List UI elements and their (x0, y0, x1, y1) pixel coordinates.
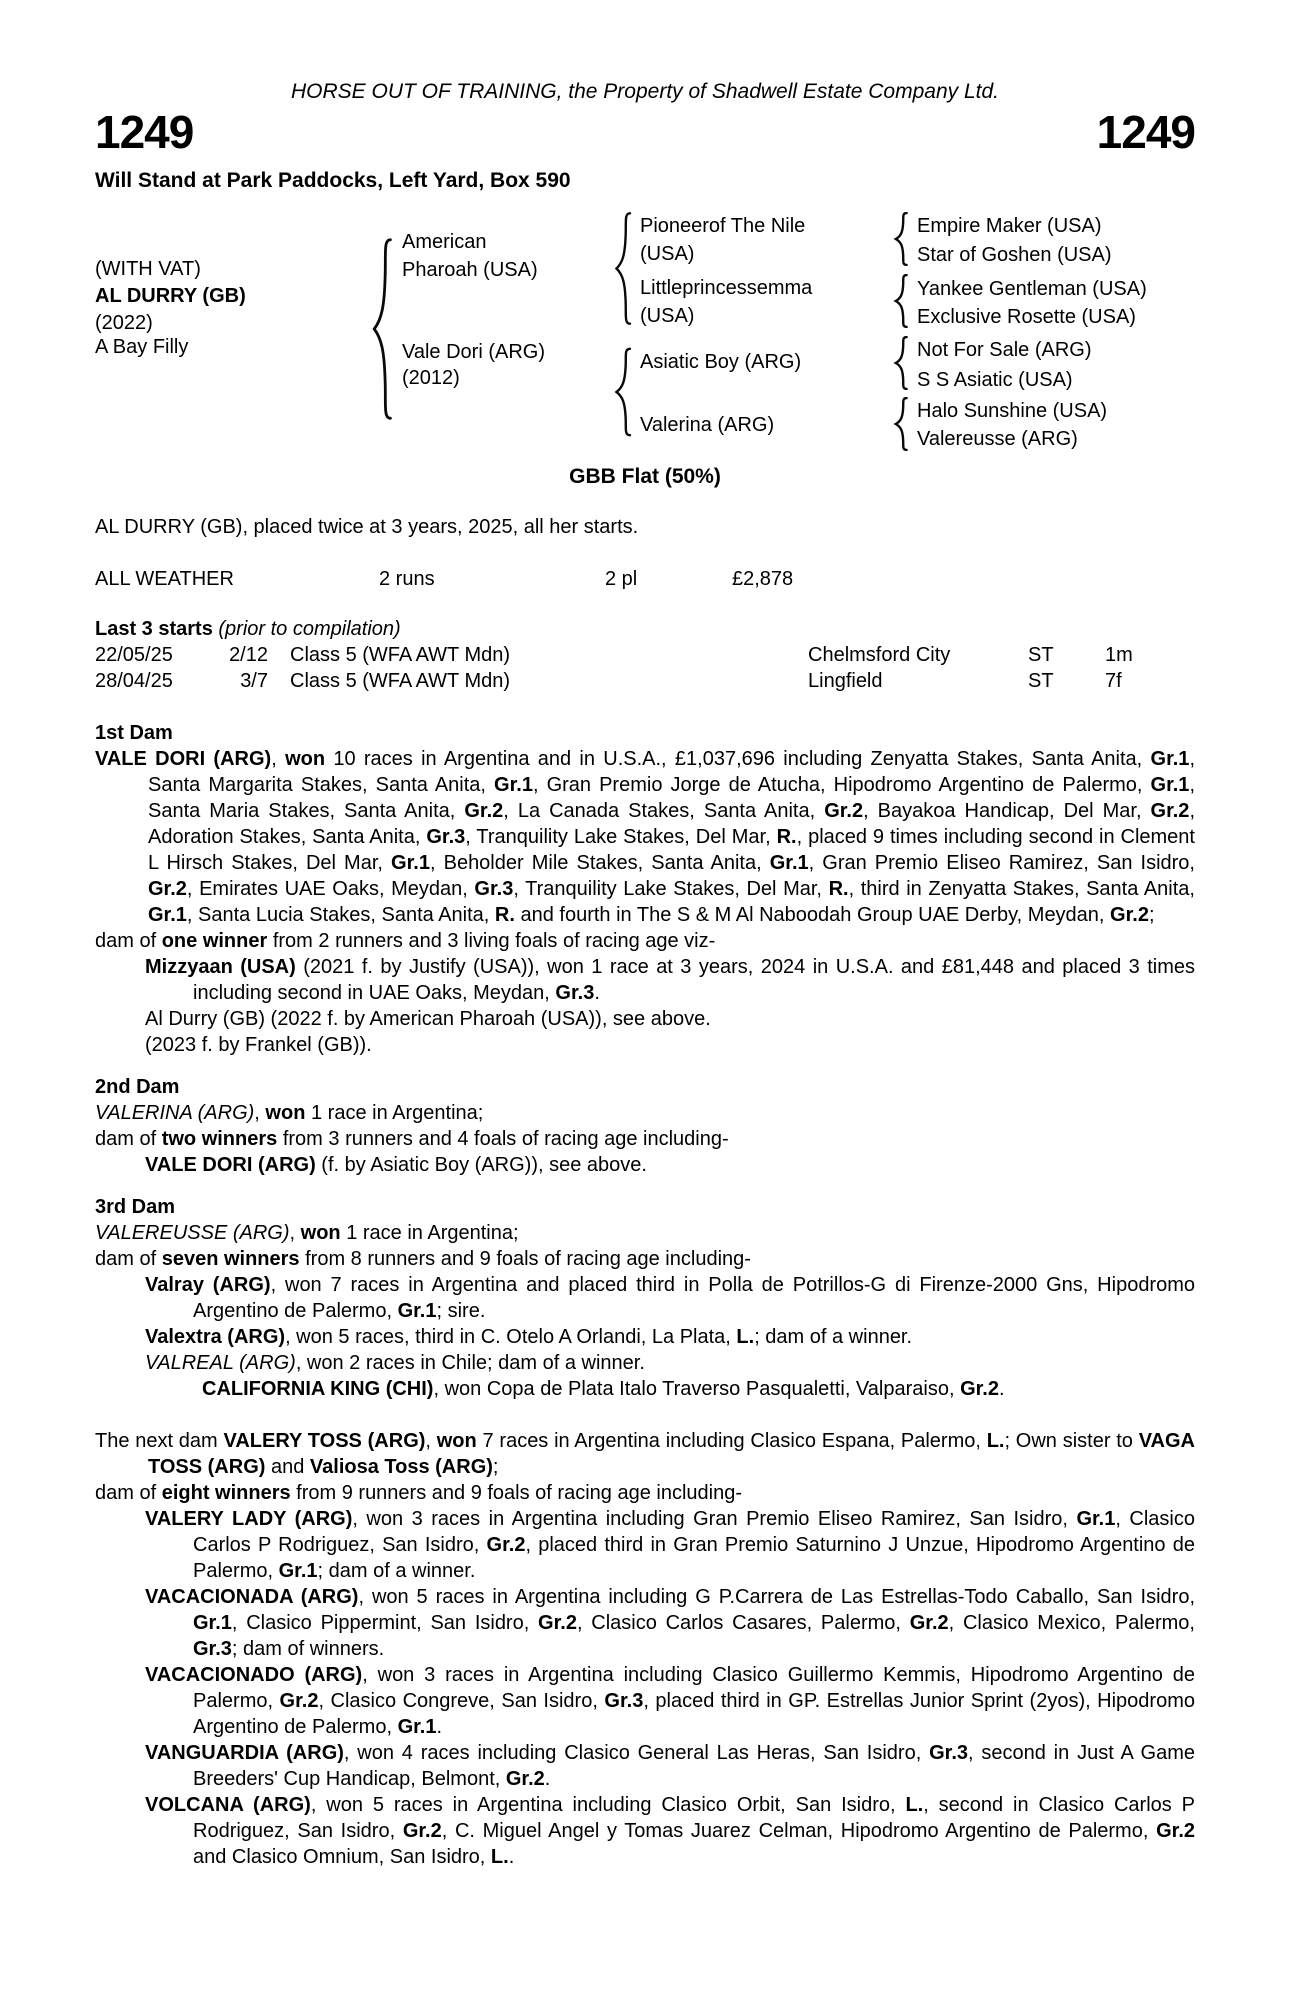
pedigree-sire-line1: American (402, 231, 487, 253)
last-starts-subtitle: (prior to compilation) (212, 618, 401, 640)
stats-runs: 2 runs (379, 568, 435, 590)
pedigree-brace-icon (893, 212, 909, 266)
stats-surface: ALL WEATHER (95, 568, 234, 590)
start-going: ST (1028, 670, 1054, 692)
lot-number-right: 1249 (1096, 106, 1195, 158)
start-distance: 7f (1105, 670, 1122, 692)
lot-number-row (95, 108, 1195, 156)
table-row (95, 642, 1195, 668)
pedigree-sire-dam-line2: (USA) (640, 305, 695, 327)
pedigree-dam-line1: Vale Dori (ARG) (402, 341, 545, 363)
table-row (95, 668, 1195, 694)
pedigree-table (95, 206, 1195, 454)
pedigree-colour-sex: A Bay Filly (95, 336, 189, 358)
pedigree-foaling-year: (2022) (95, 312, 153, 334)
start-date: 22/05/25 (95, 644, 173, 666)
header-note: HORSE OUT OF TRAINING, the Property of Shadwell Estate Company Ltd. (290, 80, 1000, 103)
pedigree-brace-icon (893, 274, 909, 328)
offspring-paragraph: (2023 f. by Frankel (GB)). (145, 1034, 372, 1056)
pedigree-horse-name: AL DURRY (GB) (95, 285, 246, 307)
section-heading-1st-dam: 1st Dam (95, 722, 173, 744)
start-track: Chelmsford City (808, 644, 951, 666)
last-starts-title: Last 3 starts (95, 618, 213, 640)
offspring-paragraph: Valextra (ARG), won 5 races, third in C. Otelo A Orlandi, La Plata, L.; dam of a winner. (145, 1326, 913, 1348)
pedigree-ancestor: Halo Sunshine (USA) (917, 400, 1108, 422)
offspring-paragraph: VOLCANA (ARG), won 5 races in Argentina including Clasico Orbit, San Isidro, L., second in Clasico Carlos P Rodriguez, San Isidro, Gr.2, C. Miguel Angel y Tomas Juarez Celman, Hipodromo Argentino de Palermo, Gr.2 and Clasico Omnium, San Isidro, L.. (145, 1794, 1196, 1868)
pedigree-vat-note: (WITH VAT) (95, 258, 201, 280)
produce-summary-paragraph: dam of two winners from 3 runners and 4 foals of racing age including- (95, 1128, 729, 1150)
pedigree-ancestor: Empire Maker (USA) (917, 215, 1102, 237)
start-going: ST (1028, 644, 1054, 666)
stand-location: Will Stand at Park Paddocks, Left Yard, Box 590 (95, 169, 571, 192)
pedigree-brace-icon (613, 211, 633, 326)
offspring-paragraph: VACACIONADO (ARG), won 3 races in Argentina including Clasico Guillermo Kemmis, Hipodromo Argentino de Palermo, Gr.2, Clasico Congreve, San Isidro, Gr.3, placed third in GP. Estrellas Junior Sprint (2yos), Hipodromo Argentino de Palermo, Gr.1. (145, 1664, 1196, 1738)
section-heading-3rd-dam: 3rd Dam (95, 1196, 176, 1218)
start-distance: 1m (1105, 644, 1133, 666)
pedigree-ancestor: S S Asiatic (USA) (917, 369, 1073, 391)
offspring-paragraph: VANGUARDIA (ARG), won 4 races including Clasico General Las Heras, San Isidro, Gr.3, second in Just A Game Breeders' Cup Handicap, Belmont, Gr.2. (145, 1742, 1195, 1790)
lot-number-left: 1249 (95, 106, 194, 158)
offspring-paragraph: VALERY LADY (ARG), won 3 races in Argentina including Gran Premio Eliseo Ramirez, San Isidro, Gr.1, Clasico Carlos P Rodriguez, San Isidro, Gr.2, placed third in Gran Premio Saturnino J Unzue, Hipodromo Argentino de Palermo, Gr.1; dam of a winner. (145, 1508, 1196, 1582)
pedigree-ancestor: Star of Goshen (USA) (917, 244, 1112, 266)
pedigree-ancestor: Not For Sale (ARG) (917, 339, 1092, 361)
premium-scheme: GBB Flat (50%) (569, 465, 721, 488)
pedigree-sire-line2: Pharoah (USA) (402, 259, 538, 281)
pedigree-ancestor: Exclusive Rosette (USA) (917, 306, 1136, 328)
offspring-paragraph: VALE DORI (ARG) (f. by Asiatic Boy (ARG)), see above. (145, 1154, 647, 1176)
produce-summary-paragraph: dam of eight winners from 9 runners and 9 foals of racing age including- (95, 1482, 742, 1504)
pedigree-sire-sire-line2: (USA) (640, 243, 695, 265)
start-position: 2/12 (229, 644, 268, 666)
pedigree-sire-dam-line1: Littleprincessemma (640, 277, 813, 299)
offspring-paragraph: VACACIONADA (ARG), won 5 races in Argentina including G P.Carrera de Las Estrellas-Todo Caballo, San Isidro, Gr.1, Clasico Pippermint, San Isidro, Gr.2, Clasico Carlos Casares, Palermo, Gr.2, Clasico Mexico, Palermo, Gr.3; dam of winners. (145, 1586, 1196, 1660)
race-summary: AL DURRY (GB), placed twice at 3 years, 2025, all her starts. (95, 516, 639, 538)
pedigree-dam-dam: Valerina (ARG) (640, 414, 775, 436)
dam-race-record-paragraph: VALERINA (ARG), won 1 race in Argentina; (95, 1102, 484, 1124)
offspring-paragraph: CALIFORNIA KING (CHI), won Copa de Plata Italo Traverso Pasqualetti, Valparaiso, Gr.2. (202, 1378, 1005, 1400)
pedigree-dam-sire: Asiatic Boy (ARG) (640, 351, 802, 373)
pedigree-brace-icon (893, 397, 909, 451)
dam-race-record-paragraph: VALEREUSSE (ARG), won 1 race in Argentina; (95, 1222, 519, 1244)
dam-race-record-paragraph: VALE DORI (ARG), won 10 races in Argentina and in U.S.A., £1,037,696 including Zenyatta Stakes, Santa Anita, Gr.1, Santa Margarita Stakes, Santa Anita, Gr.1, Gran Premio Jorge de Atucha, Hipodromo Argentino de Palermo, Gr.1, Santa Maria Stakes, Santa Anita, Gr.2, La Canada Stakes, Santa Anita, Gr.2, Bayakoa Handicap, Del Mar, Gr.2, Adoration Stakes, Santa Anita, Gr.3, Tranquility Lake Stakes, Del Mar, R., placed 9 times including second in Clement L Hirsch Stakes, Del Mar, Gr.1, Beholder Mile Stakes, Santa Anita, Gr.1, Gran Premio Eliseo Ramirez, San Isidro, Gr.2, Emirates UAE Oaks, Meydan, Gr.3, Tranquility Lake Stakes, Del Mar, R., third in Zenyatta Stakes, Santa Anita, Gr.1, Santa Lucia Stakes, Santa Anita, R. and fourth in The S & M Al Naboodah Group UAE Derby, Meydan, Gr.2; (95, 748, 1195, 926)
produce-summary-paragraph: dam of seven winners from 8 runners and 9 foals of racing age including- (95, 1248, 751, 1270)
pedigree-brace-icon (613, 347, 633, 437)
page-content (95, 0, 1195, 1870)
pedigree-dam-line2: (2012) (402, 367, 460, 389)
offspring-paragraph: VALREAL (ARG), won 2 races in Chile; dam of a winner. (145, 1352, 645, 1374)
stats-places: 2 pl (605, 568, 638, 590)
start-race: Class 5 (WFA AWT Mdn) (290, 644, 511, 666)
start-track: Lingfield (808, 670, 883, 692)
next-dam-paragraph: The next dam VALERY TOSS (ARG), won 7 races in Argentina including Clasico Espana, Palermo, L.; Own sister to VAGA TOSS (ARG) and Valiosa Toss (ARG); (95, 1430, 1196, 1478)
last-starts-heading (95, 616, 1195, 642)
start-race: Class 5 (WFA AWT Mdn) (290, 670, 511, 692)
section-heading-2nd-dam: 2nd Dam (95, 1076, 180, 1098)
pedigree-ancestor: Valereusse (ARG) (917, 428, 1078, 450)
start-date: 28/04/25 (95, 670, 173, 692)
pedigree-ancestor: Yankee Gentleman (USA) (917, 278, 1147, 300)
pedigree-brace-icon (370, 236, 394, 422)
offspring-paragraph: Valray (ARG), won 7 races in Argentina and placed third in Polla de Potrillos-G di Firenze-2000 Gns, Hipodromo Argentino de Palermo, Gr.1; sire. (145, 1274, 1196, 1322)
race-stats-row (95, 566, 1195, 592)
pedigree-brace-icon (893, 336, 909, 390)
offspring-paragraph: Mizzyaan (USA) (2021 f. by Justify (USA)), won 1 race at 3 years, 2024 in U.S.A. and £81,448 and placed 3 times including second in UAE Oaks, Meydan, Gr.3. (145, 956, 1196, 1004)
start-position: 3/7 (240, 670, 268, 692)
pedigree-sire-sire-line1: Pioneerof The Nile (640, 215, 806, 237)
produce-summary-paragraph: dam of one winner from 2 runners and 3 living foals of racing age viz- (95, 930, 716, 952)
offspring-paragraph: Al Durry (GB) (2022 f. by American Pharoah (USA)), see above. (145, 1008, 711, 1030)
stats-earnings: £2,878 (732, 568, 794, 590)
